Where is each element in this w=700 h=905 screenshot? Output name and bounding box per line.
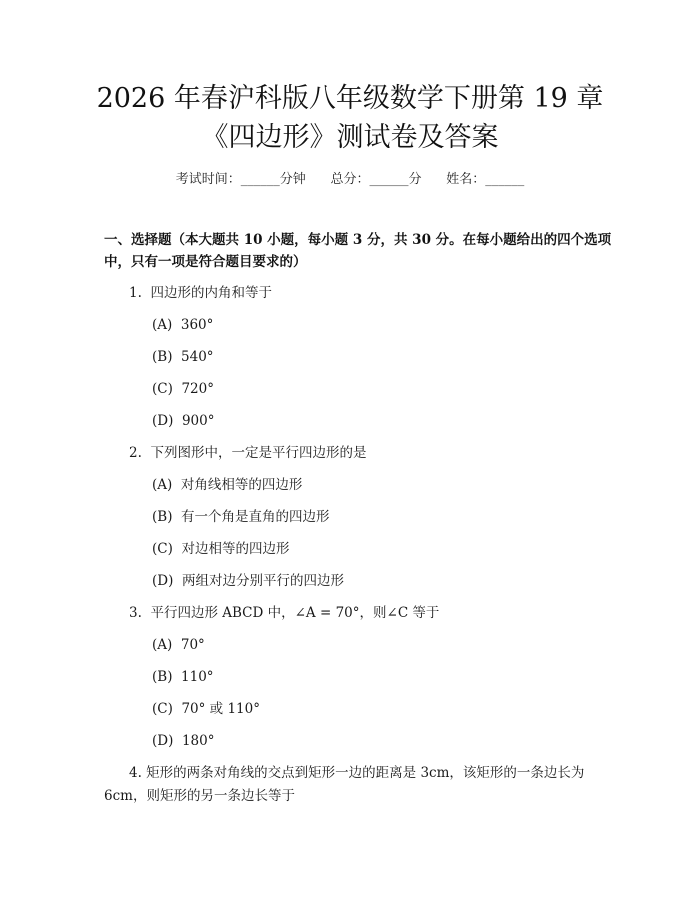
question-1-option-a: (A) 360° bbox=[152, 317, 214, 333]
question-2-option-b: (B) 有一个角是直角的四边形 bbox=[152, 509, 330, 525]
question-3-option-a: (A) 70° bbox=[152, 637, 205, 653]
question-1-stem: 1. 四边形的内角和等于 bbox=[129, 285, 272, 301]
question-2-option-c: (C) 对边相等的四边形 bbox=[152, 541, 290, 557]
question-2-option-d: (D) 两组对边分别平行的四边形 bbox=[152, 573, 344, 589]
page-title-line-2: 《四边形》测试卷及答案 bbox=[201, 122, 499, 153]
question-4-stem: 4. 矩形的两条对角线的交点到矩形一边的距离是 3cm，该矩形的一条边长为 6cm，则矩形的另一条边长等于 bbox=[104, 765, 585, 804]
question-3-option-b: (B) 110° bbox=[152, 669, 214, 685]
question-1-option-c: (C) 720° bbox=[152, 381, 214, 397]
question-3-stem: 3. 平行四边形 ABCD 中，∠A = 70°，则∠C 等于 bbox=[129, 605, 440, 621]
question-1-option-b: (B) 540° bbox=[152, 349, 214, 365]
page-title-line-1: 2026 年春沪科版八年级数学下册第 19 章 bbox=[96, 83, 604, 114]
section-heading: 一、选择题（本大题共 10 小题，每小题 3 分，共 30 分。在每小题给出的四个选项中，只有一项是符合题目要求的） bbox=[104, 232, 612, 270]
question-1-option-d: (D) 900° bbox=[152, 413, 215, 429]
question-2-stem: 2. 下列图形中，一定是平行四边形的是 bbox=[129, 445, 367, 461]
exam-info: 考试时间：______分钟 总分：______分 姓名：______ bbox=[175, 172, 525, 187]
question-3-option-d: (D) 180° bbox=[152, 733, 215, 749]
question-3-option-c: (C) 70° 或 110° bbox=[152, 701, 260, 717]
question-2-option-a: (A) 对角线相等的四边形 bbox=[152, 477, 303, 493]
